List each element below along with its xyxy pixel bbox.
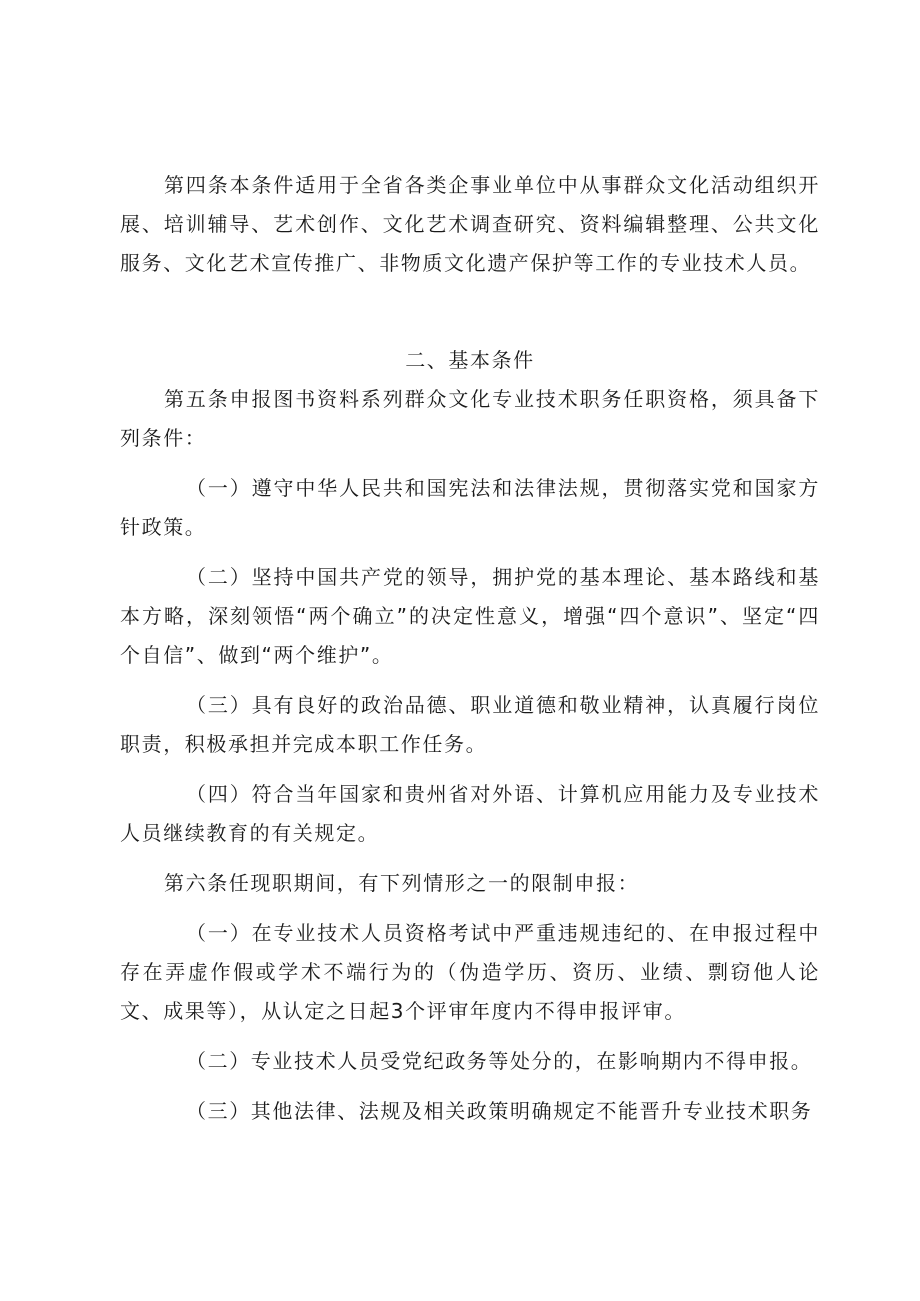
article-6-text: 第六条任现职期间，有下列情形之一的限制申报： [164,871,640,895]
article-6-item-1: （一）在专业技术人员资格考试中严重违规违纪的、在申报过程中存在弄虚作假或学术不端行为的（伪造学历、资历、业绩、剽窃他人论文、成果等），从认定之日起3个评审年度内不得申报评审。 [120,921,820,1023]
article-5-item-1: （一）遵守中华人民共和国宪法和法律法规，贯彻落实党和国家方针政策。 [120,476,820,539]
article-6-item-2: （二）专业技术人员受党纪政务等处分的，在影响期内不得申报。 [186,1049,813,1073]
section-title: 二、基本条件 [405,348,535,372]
article-5-item-4: （四）符合当年国家和贵州省对外语、计算机应用能力及专业技术人员继续教育的有关规定。 [120,782,820,845]
article-5-text: 第五条申报图书资料系列群众文化专业技术职务任职资格，须具备下列条件： [120,387,820,450]
article-4-block [120,166,820,283]
article-5-item-3: （三）具有良好的政治品德、职业道德和敬业精神，认真履行岗位职责，积极承担并完成本职工作任务。 [120,693,820,756]
article-6-item-3: （三）其他法律、法规及相关政策明确规定不能晋升专业技术职务 [186,1099,813,1123]
article-5-item-2: （二）坚持中国共产党的领导，拥护党的基本理论、基本路线和基本方略，深刻领悟“两个确立”的决定性意义，增强“四个意识”、坚定“四个自信”、做到“两个维护”。 [120,565,820,667]
basic-conditions-section [120,341,820,1131]
article-4-text: 第四条本条件适用于全省各类企事业单位中从事群众文化活动组织开展、培训辅导、艺术创作、文化艺术调查研究、资料编辑整理、公共文化服务、文化艺术宣传推广、非物质文化遗产保护等工作的专业技术人员。 [120,173,820,275]
